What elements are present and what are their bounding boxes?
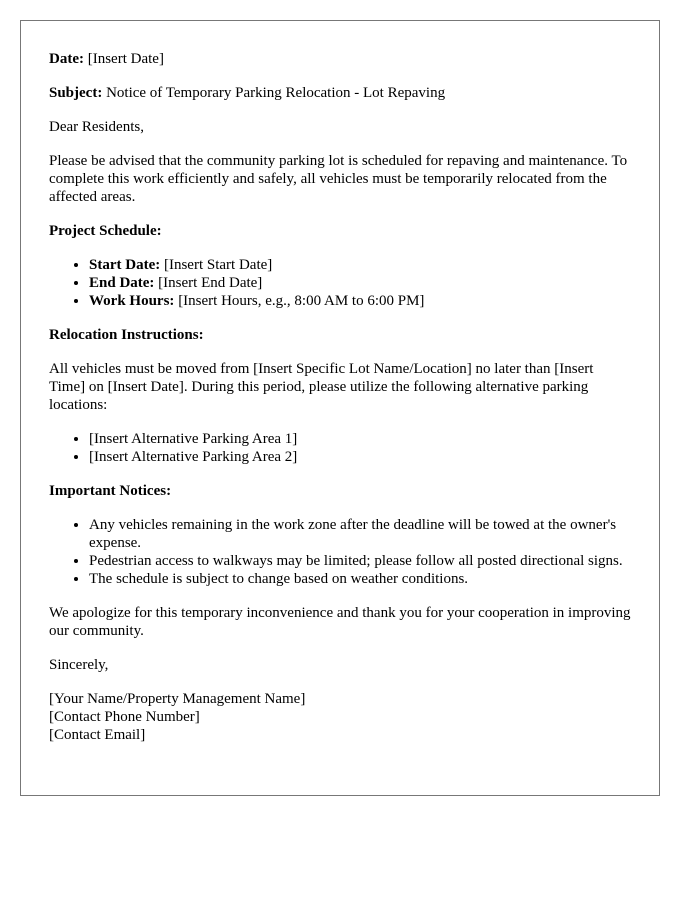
schedule-item-start: [89, 256, 631, 274]
subject-label: Subject:: [49, 85, 103, 101]
date-line: [49, 50, 631, 68]
subject-value: Notice of Temporary Parking Relocation - Lot Repaving: [102, 85, 446, 101]
signoff: Sincerely,: [49, 657, 109, 673]
schedule-item-value: [Insert Start Date]: [160, 257, 273, 273]
schedule-item-end: [89, 274, 631, 292]
letter-container: [20, 20, 660, 796]
schedule-item-value: [Insert End Date]: [154, 275, 263, 291]
list-item: • [Insert Alternative Parking Area 2]: [89, 448, 631, 466]
list-item: • The schedule is subject to change based on weather conditions.: [89, 570, 631, 588]
closing-paragraph: We apologize for this temporary inconvenience and thank you for your cooperation in improving our community.: [49, 605, 631, 639]
schedule-item-label: Work Hours:: [89, 293, 175, 309]
notices-list: [49, 516, 631, 588]
schedule-list: [49, 256, 631, 310]
signature-email: [Contact Email]: [49, 727, 146, 743]
greeting: Dear Residents,: [49, 119, 144, 135]
list-item: • Any vehicles remaining in the work zone after the deadline will be towed at the owner's expense.: [89, 516, 631, 552]
list-item: • Pedestrian access to walkways may be limited; please follow all posted directional signs.: [89, 552, 631, 570]
signature-phone: [Contact Phone Number]: [49, 709, 200, 725]
signature-name: [Your Name/Property Management Name]: [49, 691, 306, 707]
schedule-item-label: End Date:: [89, 275, 155, 291]
relocation-list: [49, 430, 631, 466]
notices-heading: Important Notices:: [49, 483, 172, 499]
intro-paragraph: Please be advised that the community parking lot is scheduled for repaving and maintenance. To complete this work efficiently and safely, all vehicles must be temporarily relocated from the affected areas.: [49, 153, 628, 205]
list-item: • [Insert Alternative Parking Area 1]: [89, 430, 631, 448]
relocation-heading: Relocation Instructions:: [49, 327, 204, 343]
date-value: [Insert Date]: [83, 51, 164, 67]
schedule-item-hours: [89, 292, 631, 310]
date-label: Date:: [49, 51, 84, 67]
subject-line: [49, 84, 631, 102]
schedule-item-label: Start Date:: [89, 257, 161, 273]
relocation-paragraph: All vehicles must be moved from [Insert Specific Lot Name/Location] no later than [Insert Time] on [Insert Date]. During this period, please utilize the following alternative parking locations:: [49, 361, 594, 413]
schedule-heading: Project Schedule:: [49, 223, 162, 239]
signature-block: [49, 690, 631, 744]
schedule-item-value: [Insert Hours, e.g., 8:00 AM to 6:00 PM]: [174, 293, 425, 309]
